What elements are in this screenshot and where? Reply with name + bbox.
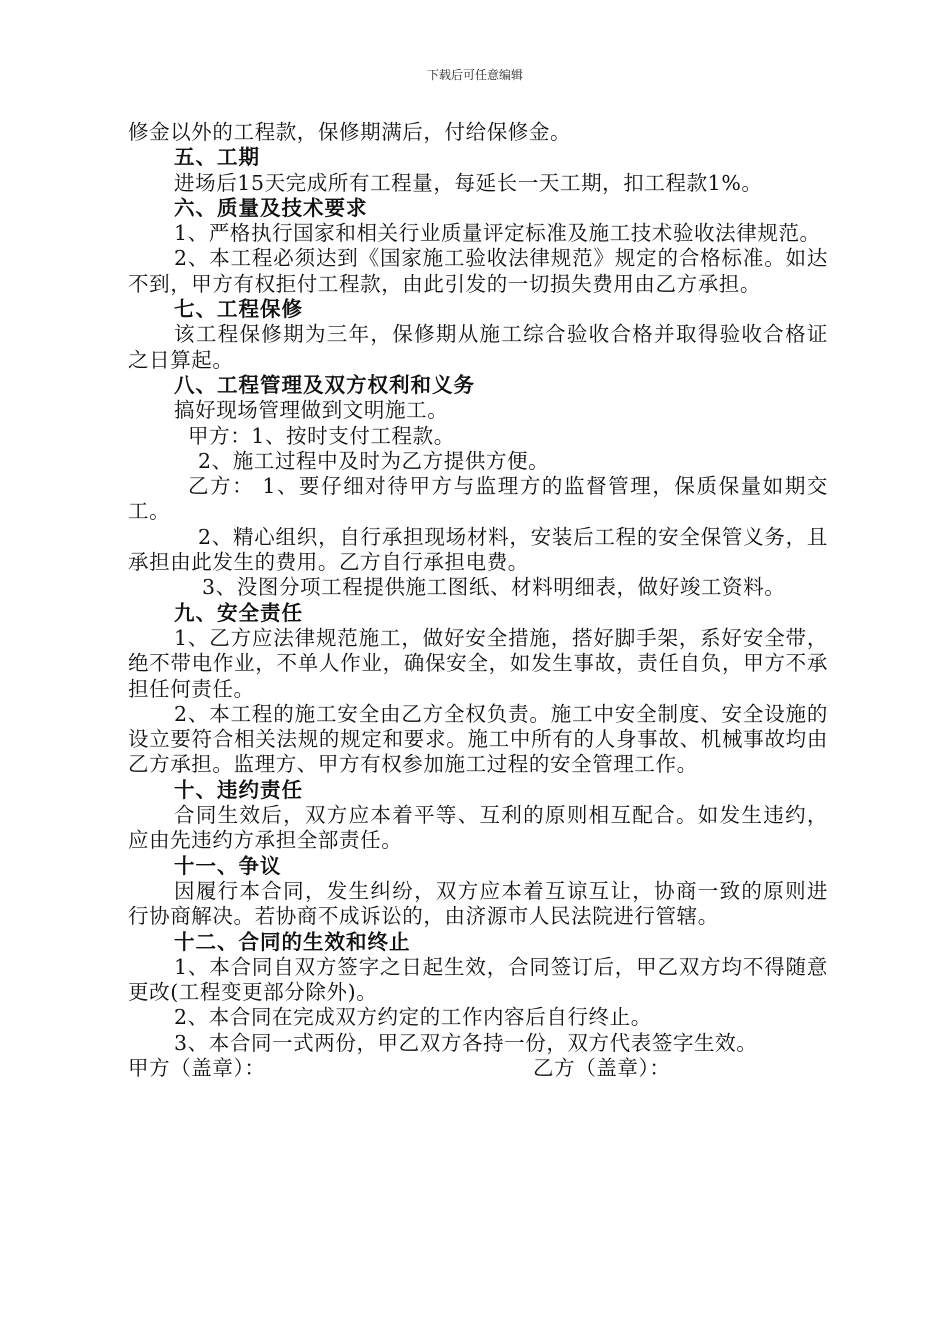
party-a-seal-label: 甲方（盖章）： [128,1055,266,1080]
paragraph: 1、严格执行国家和相关行业质量评定标准及施工技术验收法律规范。 [174,221,821,246]
page-header: 下载后可任意编辑 [426,68,523,82]
paragraph: 3、没图分项工程提供施工图纸、材料明细表，做好竣工资料。 [202,575,786,600]
paragraph: 进场后15天完成所有工程量，每延长一天工期，扣工程款1%。 [174,170,763,195]
section-heading: 八、工程管理及双方权利和义务 [174,372,475,397]
section-heading: 九、安全责任 [174,600,303,625]
paragraph: 2、精心组织，自行承担现场材料，安装后工程的安全保管义务，且承担由此发生的费用。乙方自行承担电费。 [128,524,828,575]
paragraph: 乙方： 1、要仔细对待甲方与监理方的监督管理，保质保量如期交工。 [128,474,828,524]
contract-body [128,120,828,1081]
paragraph: 2、本工程的施工安全由乙方全权负责。施工中安全制度、安全设施的设立要符合相关法规的规定和要求。施工中所有的人身事故、机械事故均由乙方承担。监理方、甲方有权参加施工过程的安全管理工作。 [128,701,828,777]
section-heading: 十、违约责任 [174,777,303,802]
paragraph: 2、本工程必须达到《国家施工验收法律规范》规定的合格标准。如达不到，甲方有权拒付工程款，由此引发的一切损失费用由乙方承担。 [128,246,828,296]
paragraph: 3、本合同一式两份，甲乙双方各持一份，双方代表签字生效。 [174,1030,758,1055]
paragraph: 搞好现场管理做到文明施工。 [174,398,449,423]
section-heading: 七、工程保修 [174,297,303,322]
section-heading: 十二、合同的生效和终止 [174,929,411,954]
paragraph: 2、本合同在完成双方约定的工作内容后自行终止。 [174,1005,652,1030]
paragraph: 修金以外的工程款，保修期满后，付给保修金。 [128,120,572,144]
paragraph: 1、本合同自双方签字之日起生效，合同签订后，甲乙双方均不得随意更改(工程变更部分除外)。 [128,954,828,1005]
paragraph: 合同生效后，双方应本着平等、互利的原则相互配合。如发生违约，应由先违约方承担全部责任。 [128,803,828,853]
paragraph: 该工程保修期为三年，保修期从施工综合验收合格并取得验收合格证之日算起。 [128,322,828,372]
section-heading: 六、质量及技术要求 [174,195,368,220]
paragraph: 2、施工过程中及时为乙方提供方便。 [198,448,550,473]
section-heading: 五、工期 [174,145,260,170]
paragraph: 1、乙方应法律规范施工，做好安全措施，搭好脚手架，系好安全带，绝不带电作业，不单人作业，确保安全，如发生事故，责任自负，甲方不承担任何责任。 [128,625,828,701]
paragraph: 因履行本合同，发生纠纷，双方应本着互谅互让，协商一致的原则进行协商解决。若协商不成诉讼的，由济源市人民法院进行管辖。 [128,878,828,929]
section-heading: 十一、争议 [174,853,282,878]
party-b-seal-label: 乙方（盖章）： [533,1055,671,1080]
paragraph: 甲方：1、按时支付工程款。 [188,423,455,448]
signature-row [128,1056,828,1081]
